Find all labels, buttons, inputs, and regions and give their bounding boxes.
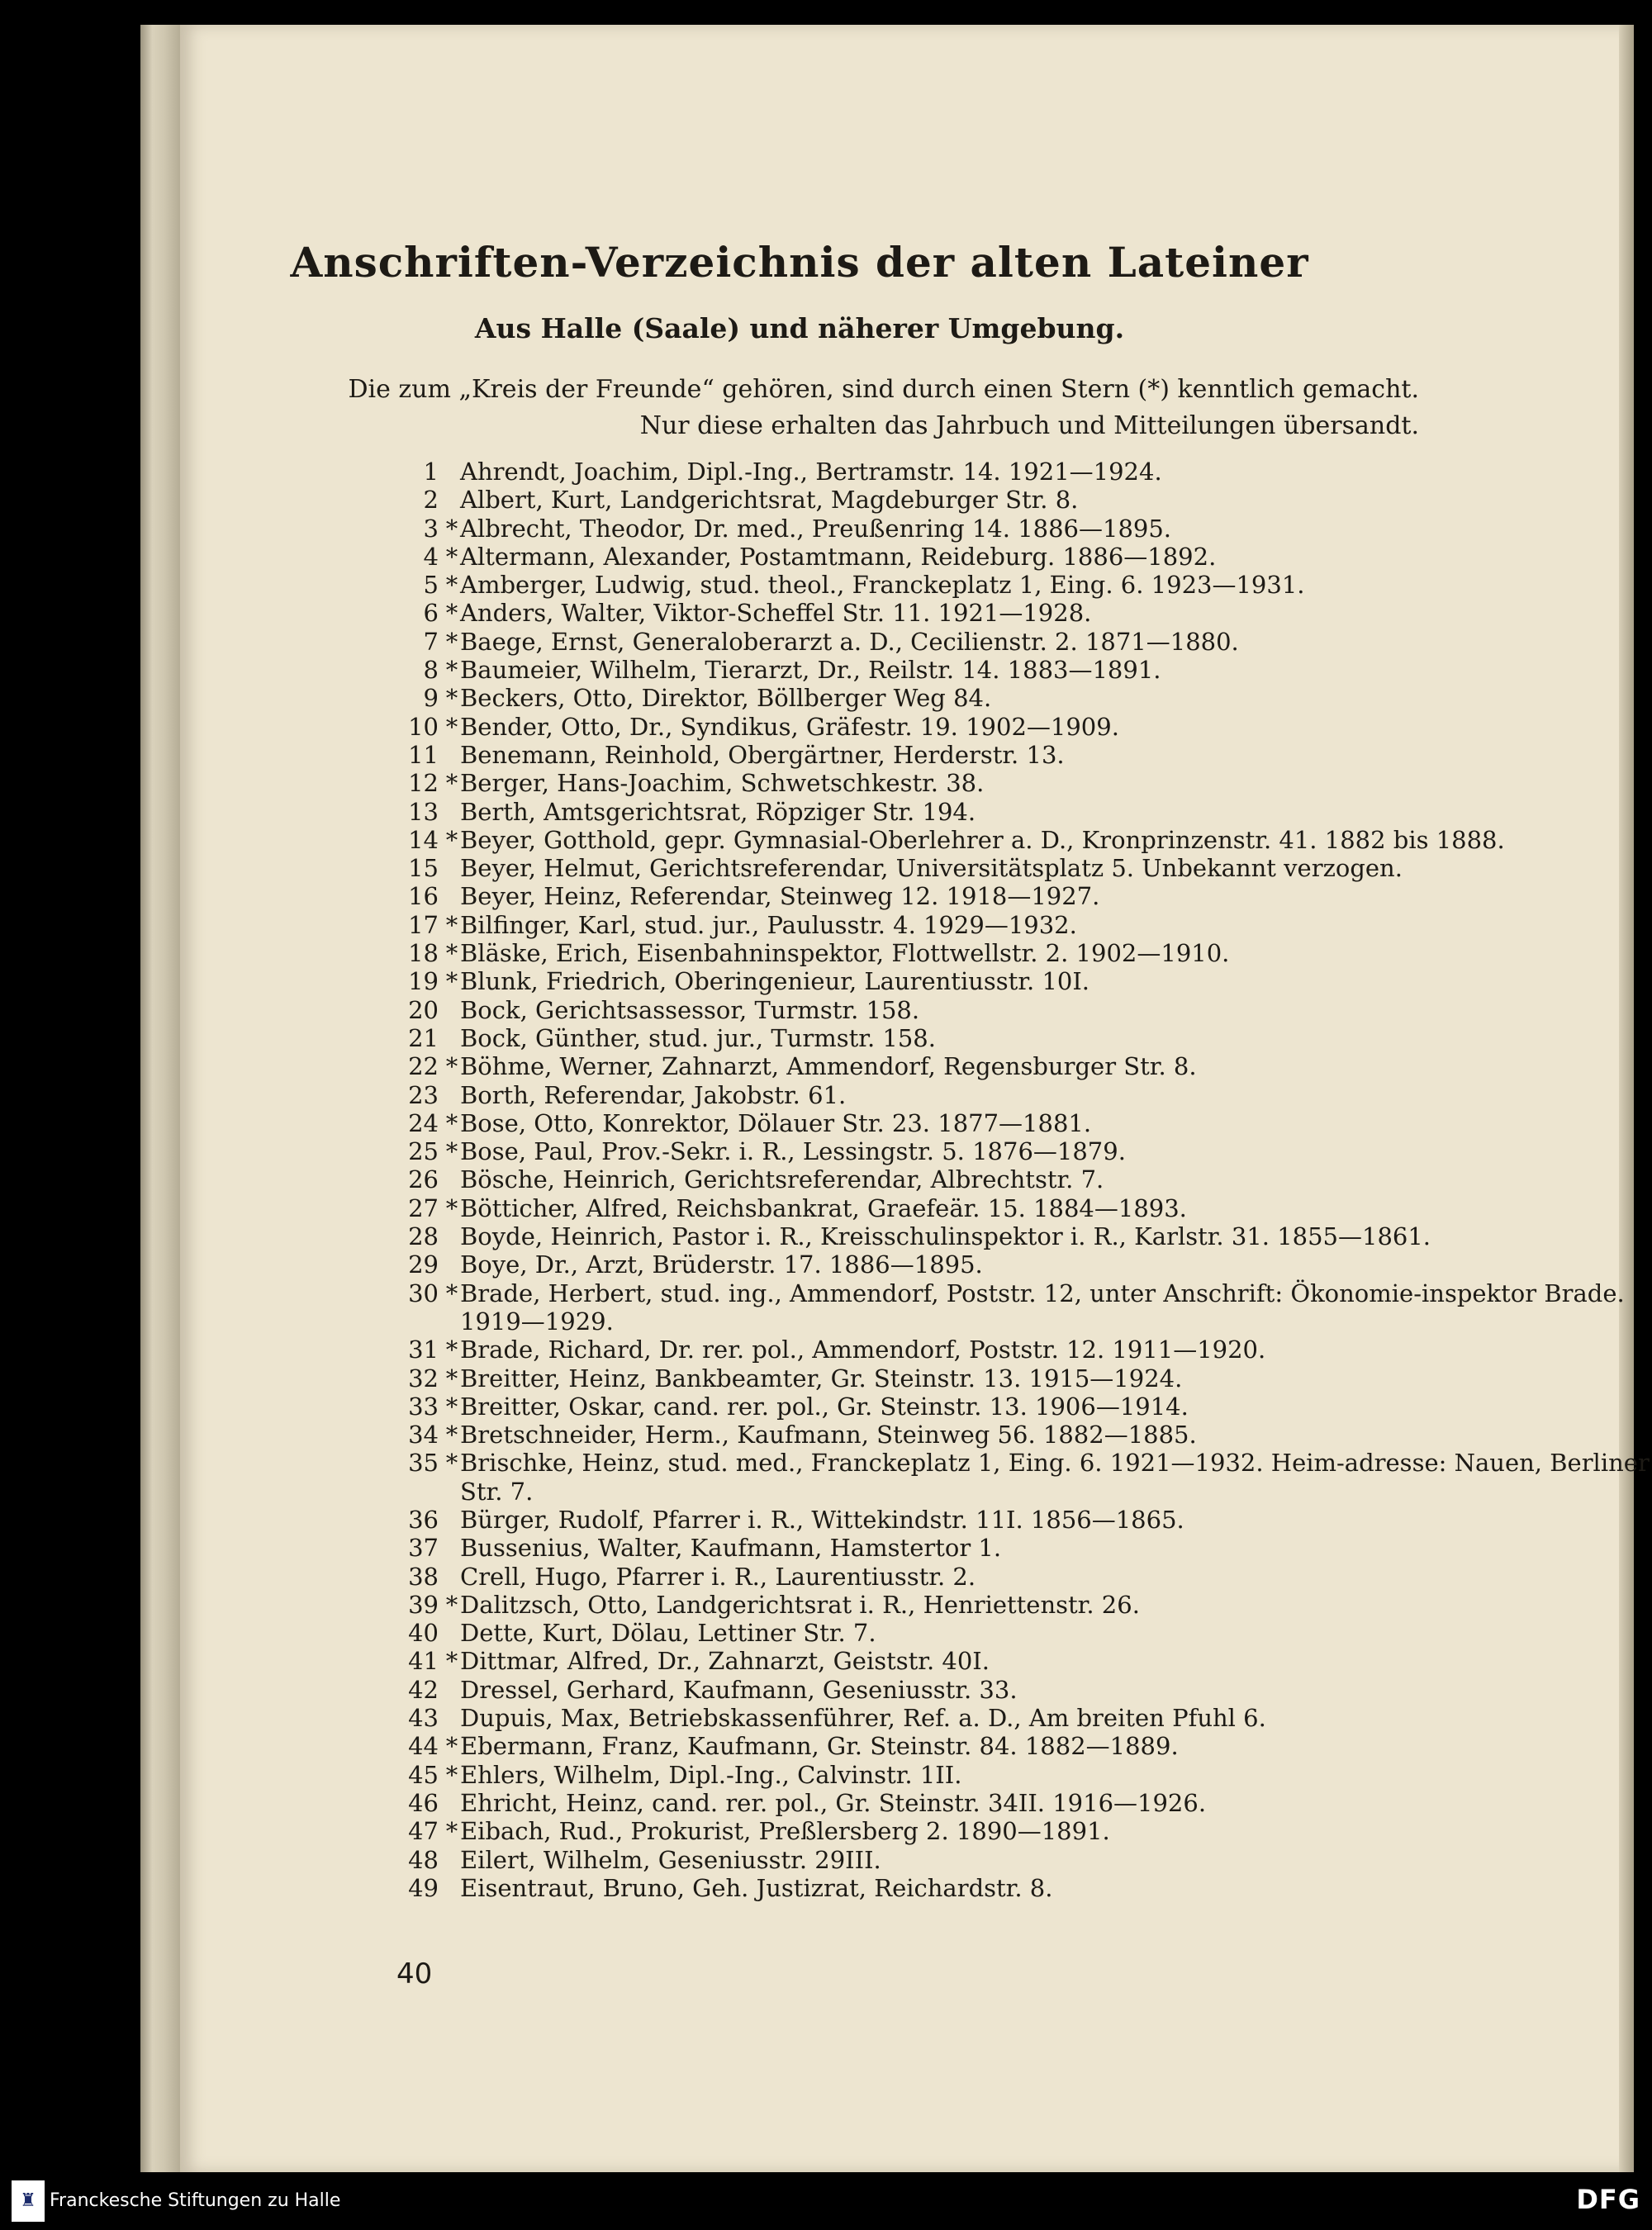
list-item — [382, 996, 1652, 1024]
entry-text: Bürger, Rudolf, Pfarrer i. R., Wittekindstr. 11I. 1856—1865. — [460, 1505, 1184, 1534]
entry-number: 2 — [423, 486, 439, 515]
list-item — [382, 1563, 1652, 1591]
list-item — [382, 911, 1652, 939]
entry-text: Berger, Hans-Joachim, Schwetschkestr. 38. — [460, 769, 985, 798]
entry-text: Beckers, Otto, Direktor, Böllberger Weg 84. — [460, 684, 992, 713]
list-item — [382, 1250, 1652, 1279]
list-item — [382, 1194, 1652, 1222]
entry-number: 6 — [423, 599, 439, 628]
entry-text: Albrecht, Theodor, Dr. med., Preußenring 14. 1886—1895. — [460, 514, 1172, 543]
entry-number: 34 — [408, 1421, 439, 1450]
intro-note-line-2: Nur diese erhalten das Jahrbuch und Mitteilungen übersandt. — [639, 411, 1419, 440]
list-item — [382, 741, 1652, 769]
entry-number: 47 — [408, 1817, 439, 1846]
list-item — [382, 1081, 1652, 1109]
list-item — [382, 1449, 1652, 1506]
entry-text: Boye, Dr., Arzt, Brüderstr. 17. 1886—1895. — [460, 1250, 983, 1279]
entry-star-marker: * — [445, 684, 458, 713]
entry-number: 48 — [408, 1845, 439, 1874]
entry-number: 10 — [408, 712, 439, 741]
entry-text: Ebermann, Franz, Kaufmann, Gr. Steinstr. 84. 1882—1889. — [460, 1732, 1179, 1761]
entry-text: Bender, Otto, Dr., Syndikus, Gräfestr. 19. 1902—1909. — [460, 712, 1119, 741]
entry-number: 9 — [423, 684, 439, 713]
entry-star-marker: * — [445, 514, 458, 543]
entry-text: Anders, Walter, Viktor-Scheffel Str. 11. 1921—1928. — [460, 599, 1092, 628]
entry-number: 1 — [423, 458, 439, 486]
entry-text: Bretschneider, Herm., Kaufmann, Steinweg 56. 1882—1885. — [460, 1421, 1197, 1450]
page-subtitle: Aus Halle (Saale) und näherer Umgebung. — [474, 312, 1125, 344]
entry-text: Dette, Kurt, Dölau, Lettiner Str. 7. — [460, 1619, 876, 1648]
entry-star-marker: * — [445, 571, 458, 600]
entry-star-marker: * — [445, 825, 458, 854]
entry-number: 43 — [408, 1704, 439, 1733]
entry-star-marker: * — [445, 1108, 458, 1137]
entry-star-marker — [444, 1619, 460, 1647]
entry-text: Beyer, Gotthold, gepr. Gymnasial-Oberlehrer a. D., Kronprinzenstr. 41. 1882 bis 1888. — [460, 825, 1505, 854]
entry-number: 17 — [408, 910, 439, 939]
entry-star-marker: * — [445, 1137, 458, 1166]
list-item — [382, 1052, 1652, 1080]
list-item — [382, 1789, 1652, 1817]
list-item — [382, 882, 1652, 910]
entry-number: 11 — [408, 740, 439, 769]
entry-star-marker — [444, 1846, 460, 1874]
book-spine — [140, 25, 180, 2172]
entry-star-marker: * — [445, 1647, 458, 1676]
entry-number: 37 — [408, 1534, 439, 1563]
list-item — [382, 854, 1652, 882]
entry-star-marker — [444, 1534, 460, 1562]
list-item — [382, 798, 1652, 826]
entry-number: 13 — [408, 797, 439, 826]
list-item — [382, 1761, 1652, 1789]
entry-number: 19 — [408, 967, 439, 996]
entry-star-marker: * — [445, 1193, 458, 1222]
list-item — [382, 656, 1652, 684]
list-item — [382, 1137, 1652, 1165]
entry-number: 15 — [408, 854, 439, 883]
institution-logo-icon: ♜ — [12, 2180, 45, 2222]
list-item — [382, 1874, 1652, 1902]
footer-bar — [0, 2172, 1652, 2230]
entry-text: Bötticher, Alfred, Reichsbankrat, Graefeär. 15. 1884—1893. — [460, 1193, 1187, 1222]
entry-star-marker — [444, 1874, 460, 1902]
entry-star-marker: * — [445, 1279, 458, 1307]
entry-star-marker: * — [445, 1421, 458, 1450]
entry-number: 46 — [408, 1788, 439, 1817]
entry-star-marker: * — [445, 1392, 458, 1421]
entry-text: Dupuis, Max, Betriebskassenführer, Ref. a. D., Am breiten Pfuhl 6. — [460, 1704, 1266, 1733]
entry-number: 12 — [408, 769, 439, 798]
entry-number: 26 — [408, 1165, 439, 1194]
entry-number: 49 — [408, 1873, 439, 1902]
entry-star-marker: * — [445, 1336, 458, 1364]
list-item — [382, 967, 1652, 995]
list-item — [382, 1165, 1652, 1193]
entry-number: 14 — [408, 825, 439, 854]
entry-number: 36 — [408, 1505, 439, 1534]
entry-star-marker: * — [445, 1817, 458, 1846]
list-item — [382, 769, 1652, 797]
entry-number: 45 — [408, 1760, 439, 1789]
entry-star-marker — [444, 1165, 460, 1193]
entry-text: Benemann, Reinhold, Obergärtner, Herderstr. 13. — [460, 740, 1065, 769]
list-item — [382, 486, 1652, 514]
list-item — [382, 939, 1652, 967]
list-item — [382, 1676, 1652, 1704]
entry-text: Brade, Richard, Dr. rer. pol., Ammendorf, Poststr. 12. 1911—1920. — [460, 1336, 1266, 1364]
entry-star-marker — [444, 1704, 460, 1732]
entry-star-marker — [444, 486, 460, 514]
entry-text: Bose, Paul, Prov.-Sekr. i. R., Lessingstr. 5. 1876—1879. — [460, 1137, 1126, 1166]
entry-text: Breitter, Heinz, Bankbeamter, Gr. Steinstr. 13. 1915—1924. — [460, 1364, 1183, 1393]
list-item — [382, 458, 1652, 486]
list-item — [382, 571, 1652, 599]
entry-text: Borth, Referendar, Jakobstr. 61. — [460, 1080, 847, 1109]
list-item — [382, 1817, 1652, 1845]
entry-star-marker — [444, 458, 460, 486]
entry-star-marker — [444, 1563, 460, 1591]
footer-dfg-logo: DFG — [1576, 2184, 1640, 2215]
entry-number: 18 — [408, 939, 439, 968]
entry-star-marker — [444, 741, 460, 769]
entry-text: Crell, Hugo, Pfarrer i. R., Laurentiusstr. 2. — [460, 1562, 976, 1591]
entry-text: Ehricht, Heinz, cand. rer. pol., Gr. Steinstr. 34II. 1916—1926. — [460, 1788, 1207, 1817]
entry-text: Eisentraut, Bruno, Geh. Justizrat, Reichardstr. 8. — [460, 1873, 1053, 1902]
entry-number: 30 — [408, 1279, 439, 1307]
list-item — [382, 1591, 1652, 1619]
entry-star-marker — [444, 854, 460, 882]
list-item — [382, 599, 1652, 627]
entry-text: Böhme, Werner, Zahnarzt, Ammendorf, Regensburger Str. 8. — [460, 1052, 1197, 1081]
entry-number: 25 — [408, 1137, 439, 1166]
entry-text: Ehlers, Wilhelm, Dipl.-Ing., Calvinstr. 1II. — [460, 1760, 962, 1789]
entry-text: Ahrendt, Joachim, Dipl.-Ing., Bertramstr. 14. 1921—1924. — [460, 458, 1162, 486]
entry-text: Brischke, Heinz, stud. med., Franckeplatz 1, Eing. 6. 1921—1932. Heim-adresse: Nauen, Berliner Str. 7. — [460, 1449, 1650, 1506]
entry-number: 44 — [408, 1732, 439, 1761]
entry-text: Bock, Günther, stud. jur., Turmstr. 158. — [460, 1023, 936, 1052]
entry-star-marker: * — [445, 1590, 458, 1619]
entry-number: 38 — [408, 1562, 439, 1591]
entry-star-marker: * — [445, 1052, 458, 1081]
entry-text: Eibach, Rud., Prokurist, Preßlersberg 2. 1890—1891. — [460, 1817, 1110, 1846]
intro-note-line-1: Die zum „Kreis der Freunde“ gehören, sind durch einen Stern (*) kenntlich gemacht. — [348, 375, 1419, 404]
entry-number: 5 — [423, 571, 439, 600]
list-item — [382, 1279, 1652, 1336]
entry-text: Eilert, Wilhelm, Geseniusstr. 29III. — [460, 1845, 881, 1874]
entry-number: 23 — [408, 1080, 439, 1109]
entry-text: Boyde, Heinrich, Pastor i. R., Kreisschulinspektor i. R., Karlstr. 31. 1855—1861. — [460, 1222, 1431, 1251]
entry-text: Baumeier, Wilhelm, Tierarzt, Dr., Reilstr. 14. 1883—1891. — [460, 656, 1161, 685]
entry-number: 31 — [408, 1336, 439, 1364]
entry-text: Albert, Kurt, Landgerichtsrat, Magdeburger Str. 8. — [460, 486, 1079, 515]
entry-text: Dressel, Gerhard, Kaufmann, Geseniusstr. 33. — [460, 1675, 1018, 1704]
entry-star-marker: * — [445, 1732, 458, 1761]
entry-text: Beyer, Heinz, Referendar, Steinweg 12. 1918—1927. — [460, 882, 1100, 911]
list-item — [382, 684, 1652, 712]
entry-number: 33 — [408, 1392, 439, 1421]
entry-text: Altermann, Alexander, Postamtmann, Reideburg. 1886—1892. — [460, 542, 1217, 571]
entry-number: 40 — [408, 1619, 439, 1648]
footer-institution: Franckesche Stiftungen zu Halle — [50, 2190, 341, 2211]
entry-number: 8 — [423, 656, 439, 685]
entry-star-marker: * — [445, 1449, 458, 1478]
entry-star-marker — [444, 1789, 460, 1817]
entry-star-marker — [444, 1081, 460, 1109]
entry-number: 3 — [423, 514, 439, 543]
entry-number: 39 — [408, 1590, 439, 1619]
list-item — [382, 1222, 1652, 1250]
list-item — [382, 1534, 1652, 1562]
entry-star-marker: * — [445, 769, 458, 798]
address-list — [382, 458, 1652, 1902]
list-item — [382, 1393, 1652, 1421]
entry-star-marker: * — [445, 910, 458, 939]
list-item — [382, 1364, 1652, 1393]
list-item — [382, 1619, 1652, 1647]
entry-star-marker: * — [445, 712, 458, 741]
entry-number: 16 — [408, 882, 439, 911]
entry-star-marker: * — [445, 939, 458, 968]
entry-text: Baege, Ernst, Generaloberarzt a. D., Cecilienstr. 2. 1871—1880. — [460, 627, 1239, 656]
entry-star-marker — [444, 1250, 460, 1279]
list-item — [382, 1846, 1652, 1874]
entry-text: Amberger, Ludwig, stud. theol., Franckeplatz 1, Eing. 6. 1923—1931. — [460, 571, 1305, 600]
entry-text: Bläske, Erich, Eisenbahninspektor, Flottwellstr. 2. 1902—1910. — [460, 939, 1230, 968]
list-item — [382, 543, 1652, 571]
entry-text: Bock, Gerichtsassessor, Turmstr. 158. — [460, 995, 920, 1024]
entry-star-marker — [444, 1222, 460, 1250]
entry-text: Beyer, Helmut, Gerichtsreferendar, Universitätsplatz 5. Unbekannt verzogen. — [460, 854, 1403, 883]
list-item — [382, 628, 1652, 656]
entry-number: 20 — [408, 995, 439, 1024]
list-item — [382, 1421, 1652, 1449]
entry-text: Bose, Otto, Konrektor, Dölauer Str. 23. 1877—1881. — [460, 1108, 1092, 1137]
list-item — [382, 713, 1652, 741]
entry-text: Breitter, Oskar, cand. rer. pol., Gr. Steinstr. 13. 1906—1914. — [460, 1392, 1189, 1421]
entry-star-marker: * — [445, 656, 458, 685]
entry-star-marker: * — [445, 542, 458, 571]
list-item — [382, 1024, 1652, 1052]
entry-text: Blunk, Friedrich, Oberingenieur, Laurentiusstr. 10I. — [460, 967, 1090, 996]
list-item — [382, 1336, 1652, 1364]
entry-number: 29 — [408, 1250, 439, 1279]
entry-number: 35 — [408, 1449, 439, 1478]
list-item — [382, 1506, 1652, 1534]
entry-text: Bilfinger, Karl, stud. jur., Paulusstr. 4. 1929—1932. — [460, 910, 1077, 939]
document-page — [180, 25, 1650, 2172]
entry-number: 21 — [408, 1023, 439, 1052]
entry-number: 22 — [408, 1052, 439, 1081]
list-item — [382, 515, 1652, 543]
entry-star-marker: * — [445, 1760, 458, 1789]
list-item — [382, 826, 1652, 854]
entry-number: 41 — [408, 1647, 439, 1676]
page-number: 40 — [396, 1957, 433, 1990]
entry-text: Brade, Herbert, stud. ing., Ammendorf, Poststr. 12, unter Anschrift: Ökonomie-inspektor Brade. 1919—1929. — [460, 1279, 1625, 1336]
page-title: Anschriften-Verzeichnis der alten Lateiner — [290, 238, 1309, 287]
entry-star-marker: * — [445, 599, 458, 628]
list-item — [382, 1732, 1652, 1760]
entry-text: Bussenius, Walter, Kaufmann, Hamstertor 1. — [460, 1534, 1002, 1563]
entry-text: Bösche, Heinrich, Gerichtsreferendar, Albrechtstr. 7. — [460, 1165, 1104, 1194]
entry-number: 42 — [408, 1675, 439, 1704]
entry-star-marker — [444, 798, 460, 826]
entry-number: 28 — [408, 1222, 439, 1251]
entry-star-marker — [444, 1506, 460, 1534]
entry-number: 27 — [408, 1193, 439, 1222]
entry-number: 7 — [423, 627, 439, 656]
entry-star-marker — [444, 1676, 460, 1704]
entry-star-marker — [444, 882, 460, 910]
intro-note — [304, 372, 1419, 444]
entry-star-marker — [444, 1024, 460, 1052]
entry-number: 24 — [408, 1108, 439, 1137]
entry-text: Berth, Amtsgerichtsrat, Röpziger Str. 194. — [460, 797, 976, 826]
entry-star-marker: * — [445, 1364, 458, 1393]
entry-number: 32 — [408, 1364, 439, 1393]
entry-text: Dittmar, Alfred, Dr., Zahnarzt, Geiststr. 40I. — [460, 1647, 990, 1676]
list-item — [382, 1109, 1652, 1137]
entry-star-marker: * — [445, 967, 458, 996]
entry-star-marker: * — [445, 627, 458, 656]
entry-star-marker — [444, 996, 460, 1024]
list-item — [382, 1647, 1652, 1675]
list-item — [382, 1704, 1652, 1732]
entry-text: Dalitzsch, Otto, Landgerichtsrat i. R., Henriettenstr. 26. — [460, 1590, 1140, 1619]
entry-number: 4 — [423, 542, 439, 571]
